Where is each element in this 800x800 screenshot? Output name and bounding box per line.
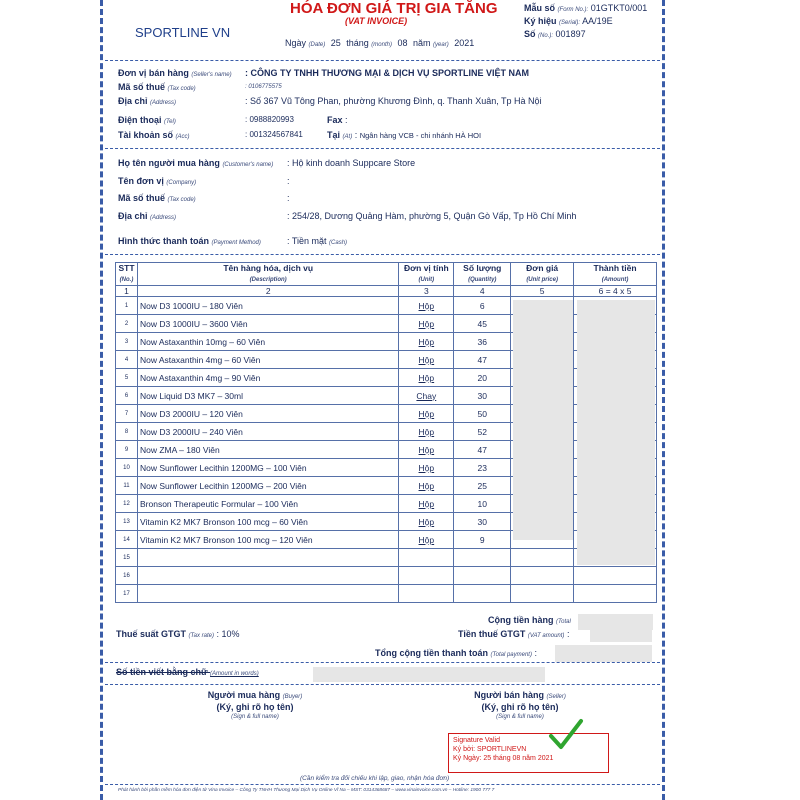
table-row: [116, 477, 657, 495]
seller-name-row: Đơn vị bán hàng (Seller's name): [118, 68, 232, 78]
col-no: STT (No.): [116, 263, 138, 286]
col-amount: Thành tiền (Amount): [574, 263, 657, 286]
row-number: 15: [116, 549, 138, 567]
row-number: 14: [116, 531, 138, 549]
redacted-grand-total: [555, 645, 652, 662]
sig-signer: Ký bởi: SPORTLINEVN: [453, 746, 527, 753]
table-row: [116, 297, 657, 315]
row-description: Vitamin K2 MK7 Bronson 100 mcg – 120 Viên: [137, 531, 398, 549]
seller-bank: Tại (At) : Ngân hàng VCB - chi nhánh HÀ HOI: [327, 130, 482, 140]
seller-address: : Số 367 Vũ Tông Phan, phường Khương Đình, q. Thanh Xuân, Tp Hà Nội: [245, 96, 542, 106]
row-quantity: 10: [454, 495, 511, 513]
row-quantity: [454, 549, 511, 567]
index-cell: 5: [511, 286, 574, 297]
row-quantity: 50: [454, 405, 511, 423]
row-quantity: 52: [454, 423, 511, 441]
date-year: 2021: [454, 38, 475, 48]
vat-rate-value: 10%: [221, 629, 240, 639]
row-unit: Hộp: [399, 423, 454, 441]
table-row: [116, 369, 657, 387]
table-row: [116, 531, 657, 549]
row-unit: Hộp: [399, 405, 454, 423]
row-description: Now Astaxanthin 10mg – 60 Viên: [137, 333, 398, 351]
table-row: [116, 441, 657, 459]
row-description: Now D3 1000IU – 180 Viên: [137, 297, 398, 315]
totals-divider: [100, 662, 665, 663]
seller-tax-row: Mã số thuế (Tax code): [118, 82, 196, 92]
buyer-tax-value: :: [287, 193, 290, 203]
table-row: [116, 549, 657, 567]
row-number: 4: [116, 351, 138, 369]
buyer-company-row: Tên đơn vị (Company): [118, 176, 197, 186]
row-quantity: 9: [454, 531, 511, 549]
row-quantity: 47: [454, 351, 511, 369]
row-unit: Hộp: [399, 477, 454, 495]
row-number: 8: [116, 423, 138, 441]
date-month: 08: [397, 38, 408, 48]
row-number: 13: [116, 513, 138, 531]
row-unit: [399, 585, 454, 603]
vat-rate-row: Thuế suất GTGT (Tax rate) : 10%: [116, 629, 240, 639]
checkmark-icon: [548, 718, 584, 752]
row-unit-price: [511, 549, 574, 567]
row-number: 7: [116, 405, 138, 423]
row-unit: [399, 567, 454, 585]
buyer-name-row: Họ tên người mua hàng (Customer's name): [118, 158, 274, 168]
footer-publisher: Phát hành bởi phần mềm hóa đơn điện tử Vina Invoice – Công Ty TNHH Thương Mại Dịch Vụ Online Vĩ Na – MST: 0314368687 – www.vinainvoice.com.vn – Hotline: 1900 777 7: [118, 788, 495, 793]
row-quantity: 23: [454, 459, 511, 477]
invoice-date: Ngày (Date) 25 tháng (month) 08 năm (year) 2021: [285, 38, 475, 48]
seller-signature-block: Người bán hàng (Seller) (Ký, ghi rõ họ tên) (Sign & full name): [474, 690, 566, 720]
row-unit: Hộp: [399, 297, 454, 315]
row-unit: [399, 549, 454, 567]
seller-divider: [105, 148, 660, 149]
row-number: 3: [116, 333, 138, 351]
row-number: 11: [116, 477, 138, 495]
header-divider: [105, 60, 660, 61]
grand-total-row: Tổng cộng tiền thanh toán (Total payment) :: [375, 648, 537, 658]
seller-address-row: Địa chỉ (Address): [118, 96, 177, 106]
row-quantity: 47: [454, 441, 511, 459]
row-unit: Hộp: [399, 513, 454, 531]
date-day: 25: [330, 38, 341, 48]
col-quantity: Số lượng (Quantity): [454, 263, 511, 286]
form-number: 01GTKT0/001: [590, 3, 648, 13]
row-amount: [574, 567, 657, 585]
redacted-amount: [577, 300, 655, 565]
invoice-title: HÓA ĐƠN GIÁ TRỊ GIA TĂNG: [290, 0, 498, 17]
brand-name: SPORTLINE VN: [135, 25, 231, 40]
row-unit-price: [511, 567, 574, 585]
payment-row: Hình thức thanh toán (Payment Method): [118, 236, 261, 246]
index-cell: 2: [137, 286, 398, 297]
row-quantity: 36: [454, 333, 511, 351]
row-unit: Chay: [399, 387, 454, 405]
table-row: [116, 333, 657, 351]
seller-fax: Fax :: [327, 115, 348, 125]
table-row: [116, 513, 657, 531]
table-row: [116, 387, 657, 405]
col-unit-price: Đơn giá (Unit price): [511, 263, 574, 286]
row-number: 12: [116, 495, 138, 513]
serial-number: AA/19E: [582, 16, 613, 26]
buyer-tax-row: Mã số thuế (Tax code): [118, 193, 196, 203]
col-unit: Đơn vị tính (Unit): [399, 263, 454, 286]
row-description: [137, 567, 398, 585]
seller-tax-value: : 0106775575: [245, 84, 282, 90]
row-amount: [574, 585, 657, 603]
row-unit: Hộp: [399, 351, 454, 369]
row-quantity: 45: [454, 315, 511, 333]
row-number: 9: [116, 441, 138, 459]
row-quantity: 30: [454, 387, 511, 405]
table-index-row: [116, 286, 657, 297]
row-description: Now Astaxanthin 4mg – 60 Viên: [137, 351, 398, 369]
buyer-divider: [105, 254, 660, 255]
sig-status: Signature Valid: [453, 737, 500, 744]
footer-divider: [105, 784, 660, 785]
payment-method: : Tiền mặt (Cash): [287, 236, 348, 246]
table-body: [116, 297, 657, 603]
seller-account-row: Tài khoản số (Acc): [118, 130, 190, 140]
buyer-address: : 254/28, Dương Quảng Hàm, phường 5, Quận Gò Vấp, Tp Hồ Chí Minh: [287, 211, 577, 221]
row-number: 17: [116, 585, 138, 603]
row-unit: Hộp: [399, 369, 454, 387]
row-quantity: 30: [454, 513, 511, 531]
seller-name: : CÔNG TY TNHH THƯƠNG MẠI & DỊCH VỤ SPORTLINE VIỆT NAM: [245, 68, 529, 78]
table-row: [116, 315, 657, 333]
row-unit: Hộp: [399, 495, 454, 513]
row-unit: Hộp: [399, 459, 454, 477]
invoice-subtitle: (VAT INVOICE): [345, 16, 408, 26]
buyer-company-value: :: [287, 176, 290, 186]
row-description: Now D3 1000IU – 3600 Viên: [137, 315, 398, 333]
row-quantity: 25: [454, 477, 511, 495]
redacted-unit-price: [513, 300, 573, 540]
redacted-amount-in-words: [313, 667, 545, 682]
table-row: [116, 351, 657, 369]
row-unit: Hộp: [399, 531, 454, 549]
row-number: 16: [116, 567, 138, 585]
seller-phone-row: Điện thoại (Tel): [118, 115, 176, 125]
invoice-form-info: Mẫu số (Form No.): 01GTKT0/001 Ký hiệu (Serial): AA/19E Số (No.): 001897: [524, 3, 648, 39]
sig-date: Ký Ngày: 25 tháng 08 năm 2021: [453, 755, 554, 762]
row-description: [137, 549, 398, 567]
digital-signature-box: [448, 733, 609, 773]
buyer-address-row: Địa chỉ (Address): [118, 211, 177, 221]
row-description: Vitamin K2 MK7 Bronson 100 mcg – 60 Viên: [137, 513, 398, 531]
row-quantity: [454, 567, 511, 585]
row-unit: Hộp: [399, 441, 454, 459]
invoice-number: 001897: [555, 29, 586, 39]
index-cell: 4: [454, 286, 511, 297]
row-description: Bronson Therapeutic Formular – 100 Viên: [137, 495, 398, 513]
seller-phone: : 0988820993: [245, 115, 294, 124]
buyer-signature-block: Người mua hàng (Buyer) (Ký, ghi rõ họ tên) (Sign & full name): [207, 690, 303, 720]
table-row: [116, 423, 657, 441]
table-row: [116, 405, 657, 423]
row-unit-price: [511, 585, 574, 603]
row-number: 5: [116, 369, 138, 387]
row-quantity: 6: [454, 297, 511, 315]
subtotal-row: Cộng tiền hàng (Total: [488, 615, 571, 625]
amount-in-words-row: Số tiền viết bằng chữ (Amount in words): [116, 667, 259, 677]
row-description: Now Liquid D3 MK7 – 30ml: [137, 387, 398, 405]
footer-note: (Cần kiểm tra đối chiếu khi lập, giao, nhận hóa đơn): [300, 775, 450, 782]
index-cell: 3: [399, 286, 454, 297]
seller-account: : 001324567841: [245, 130, 303, 139]
row-quantity: [454, 585, 511, 603]
words-divider: [105, 684, 660, 685]
row-number: 6: [116, 387, 138, 405]
table-header-row: [116, 263, 657, 286]
row-quantity: 20: [454, 369, 511, 387]
row-description: Now ZMA – 180 Viên: [137, 441, 398, 459]
table-row: [116, 495, 657, 513]
index-cell: 1: [116, 286, 138, 297]
row-number: 1: [116, 297, 138, 315]
table-row: [116, 585, 657, 603]
col-description: Tên hàng hóa, dịch vụ (Description): [137, 263, 398, 286]
row-description: Now D3 2000IU – 240 Viên: [137, 423, 398, 441]
vat-amount-row: Tiền thuế GTGT (VAT amount) :: [458, 629, 570, 639]
items-table: [115, 262, 657, 603]
index-cell: 6 = 4 x 5: [574, 286, 657, 297]
table-row: [116, 459, 657, 477]
row-unit: Hộp: [399, 333, 454, 351]
redacted-vat-amount: [590, 626, 652, 642]
row-number: 2: [116, 315, 138, 333]
row-description: Now Astaxanthin 4mg – 90 Viên: [137, 369, 398, 387]
row-unit: Hộp: [399, 315, 454, 333]
row-description: Now Sunflower Lecithin 1200MG – 200 Viên: [137, 477, 398, 495]
row-description: Now Sunflower Lecithin 1200MG – 100 Viên: [137, 459, 398, 477]
row-number: 10: [116, 459, 138, 477]
row-description: Now D3 2000IU – 120 Viên: [137, 405, 398, 423]
buyer-name: : Hộ kinh doanh Suppcare Store: [287, 158, 416, 168]
row-description: [137, 585, 398, 603]
table-row: [116, 567, 657, 585]
